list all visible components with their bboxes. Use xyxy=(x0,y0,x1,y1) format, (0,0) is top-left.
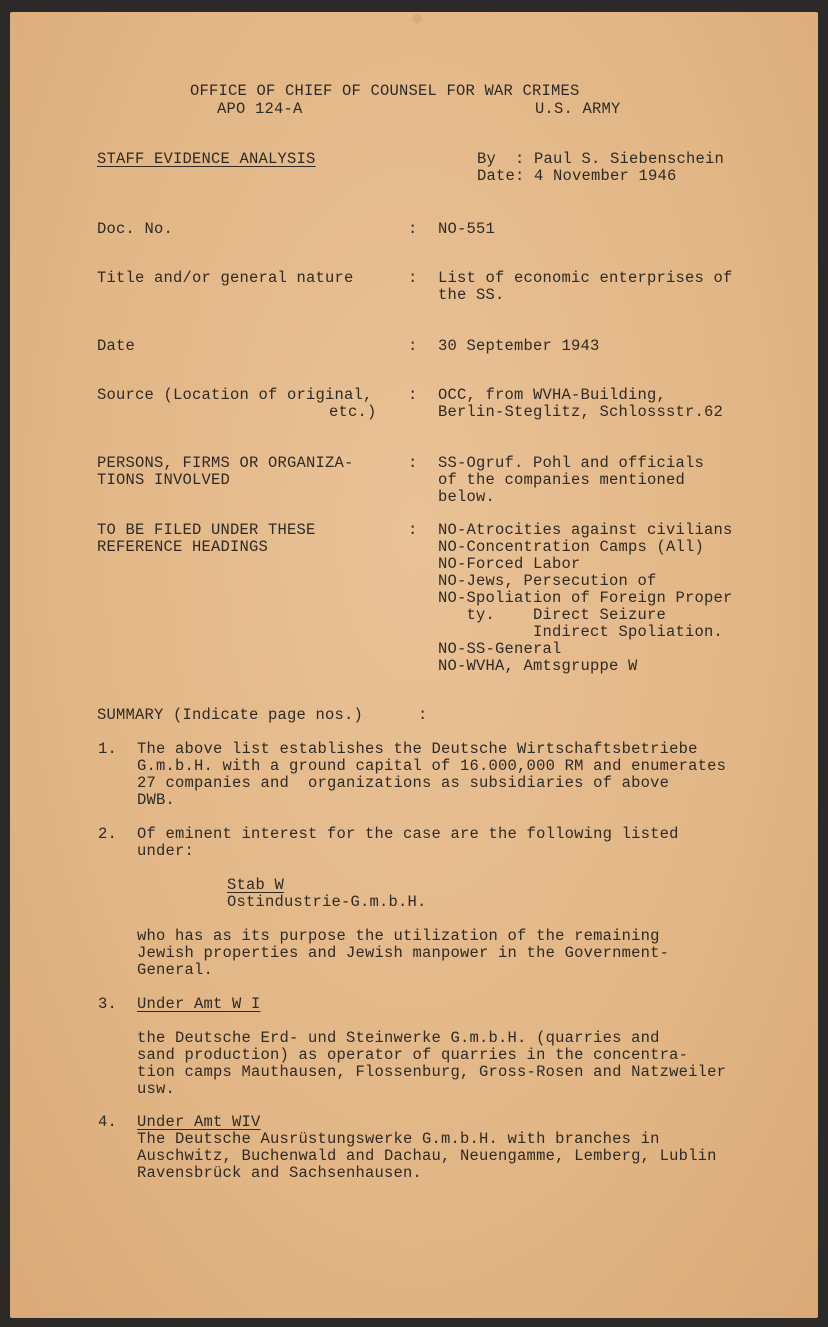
item-line: The Deutsche Ausrüstungswerke G.m.b.H. with branches in xyxy=(137,1130,660,1148)
stab-w-heading: Stab W xyxy=(227,876,285,894)
source-label: Source (Location of original, xyxy=(97,386,373,404)
field-colon: : xyxy=(408,269,418,287)
analysis-title: STAFF EVIDENCE ANALYSIS xyxy=(97,150,316,168)
item-line: The above list establishes the Deutsche Wirtschaftsbetriebe xyxy=(137,740,698,758)
headings-label-cont: REFERENCE HEADINGS xyxy=(97,538,269,556)
item-line: 27 companies and organizations as subsidiaries of above xyxy=(137,774,670,792)
field-colon: : xyxy=(408,386,418,404)
heading-entry: NO-SS-General xyxy=(438,640,562,658)
doc-no-value: NO-551 xyxy=(438,220,496,238)
persons-value-line: SS-Ogruf. Pohl and officials xyxy=(438,454,705,472)
item-line: who has as its purpose the utilization of the remaining xyxy=(137,927,660,945)
apo-number: APO 124-A xyxy=(217,100,303,118)
heading-entry: NO-Spoliation of Foreign Proper xyxy=(438,589,733,607)
item-line: usw. xyxy=(137,1080,176,1098)
persons-label-cont: TIONS INVOLVED xyxy=(97,471,231,489)
title-value-line: List of economic enterprises of xyxy=(438,269,733,287)
item-line: G.m.b.H. with a ground capital of 16.000,000 RM and enumerates xyxy=(137,757,727,775)
item-line: sand production) as operator of quarries in the concentra- xyxy=(137,1046,689,1064)
persons-label: PERSONS, FIRMS OR ORGANIZA- xyxy=(97,454,354,472)
date-label: Date xyxy=(97,337,136,355)
item-line: the Deutsche Erd- und Steinwerke G.m.b.H. (quarries and xyxy=(137,1029,660,1047)
item-subheading: Under Amt W I xyxy=(137,995,261,1013)
field-colon: : xyxy=(408,454,418,472)
document-page xyxy=(10,12,818,1318)
item-line: Auschwitz, Buchenwald and Dachau, Neuengamme, Lemberg, Lublin xyxy=(137,1147,717,1165)
source-label-cont: etc.) xyxy=(329,403,377,421)
item-line: under: xyxy=(137,842,195,860)
army-label: U.S. ARMY xyxy=(535,100,621,118)
item-line: Jewish properties and Jewish manpower in the Government- xyxy=(137,944,670,962)
analysis-date: Date: 4 November 1946 xyxy=(477,167,677,185)
source-value-line: OCC, from WVHA-Building, xyxy=(438,386,667,404)
analyst-name: By : Paul S. Siebenschein xyxy=(477,150,725,168)
field-colon: : xyxy=(418,706,428,724)
persons-value-line: of the companies mentioned xyxy=(438,471,686,489)
item-line: DWB. xyxy=(137,791,176,809)
date-value: 30 September 1943 xyxy=(438,337,600,355)
item-number: 1. xyxy=(98,740,118,758)
item-number: 2. xyxy=(98,825,118,843)
item-line: General. xyxy=(137,961,214,979)
field-colon: : xyxy=(408,337,418,355)
source-value-line: Berlin-Steglitz, Schlossstr.62 xyxy=(438,403,724,421)
item-number: 4. xyxy=(98,1113,118,1131)
doc-no-label: Doc. No. xyxy=(97,220,174,238)
heading-entry: NO-Concentration Camps (All) xyxy=(438,538,705,556)
item-number: 3. xyxy=(98,995,118,1013)
office-heading: OFFICE OF CHIEF OF COUNSEL FOR WAR CRIMES xyxy=(190,82,580,100)
heading-entry: NO-Forced Labor xyxy=(438,555,581,573)
item-line: Of eminent interest for the case are the following listed xyxy=(137,825,679,843)
field-colon: : xyxy=(408,521,418,539)
title-label: Title and/or general nature xyxy=(97,269,354,287)
item-subheading: Under Amt WIV xyxy=(137,1113,261,1131)
heading-entry: NO-WVHA, Amtsgruppe W xyxy=(438,657,638,675)
item-line: Ravensbrück and Sachsenhausen. xyxy=(137,1164,423,1182)
item-line: tion camps Mauthausen, Flossenburg, Gross-Rosen and Natzweiler xyxy=(137,1063,727,1081)
punch-mark xyxy=(412,14,422,24)
summary-heading: SUMMARY (Indicate page nos.) xyxy=(97,706,364,724)
heading-entry: NO-Atrocities against civilians xyxy=(438,521,733,539)
heading-entry: ty. Direct Seizure xyxy=(438,606,667,624)
title-value-line: the SS. xyxy=(438,286,505,304)
headings-label: TO BE FILED UNDER THESE xyxy=(97,521,316,539)
persons-value-line: below. xyxy=(438,488,496,506)
ostindustrie-name: Ostindustrie-G.m.b.H. xyxy=(227,893,427,911)
heading-entry: Indirect Spoliation. xyxy=(438,623,724,641)
heading-entry: NO-Jews, Persecution of xyxy=(438,572,657,590)
field-colon: : xyxy=(408,220,418,238)
